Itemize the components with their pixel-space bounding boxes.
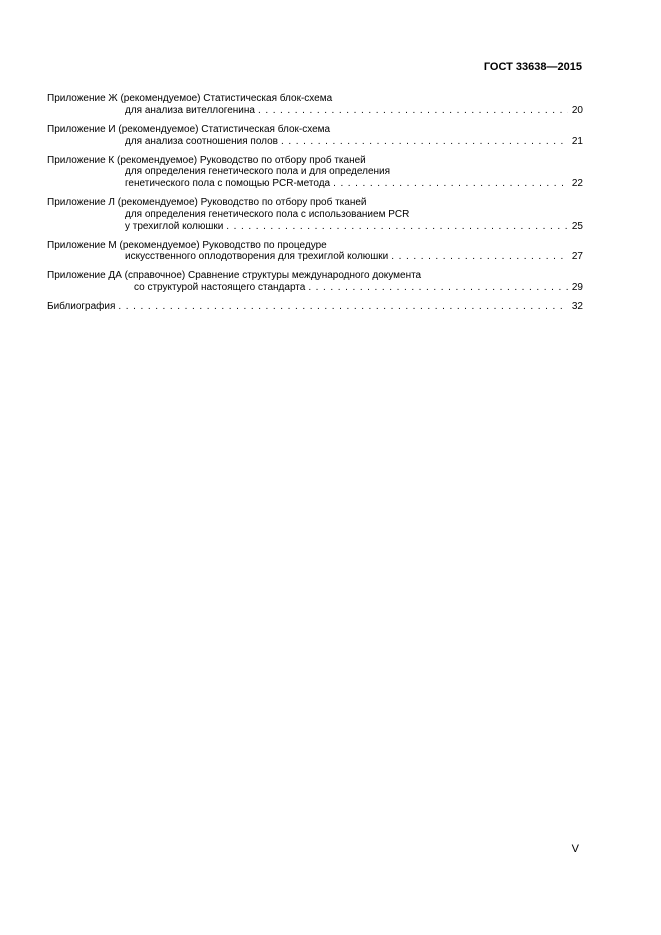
- toc-entry-appendix-m[interactable]: [47, 240, 583, 263]
- toc-entry-leader-line: [47, 301, 583, 313]
- toc-entry-subtitle: искусственного оплодотворения для трехиглой колюшки: [125, 251, 389, 263]
- toc-entry-subtitle: для анализа соотношения полов: [125, 135, 278, 147]
- toc-entry-appendix-i[interactable]: [47, 124, 583, 147]
- table-of-contents: [47, 93, 583, 320]
- toc-entry-subtitle: для определения генетического пола с использованием PCR: [125, 208, 410, 220]
- leader-dots: [308, 282, 568, 294]
- toc-entry-subtitle: для анализа вителлогенина: [125, 104, 255, 116]
- leader-dots: [281, 136, 568, 148]
- toc-entry-title: Библиография: [47, 301, 116, 313]
- toc-entry-leader-line: [47, 221, 583, 233]
- toc-entry-page: 25: [571, 220, 583, 232]
- toc-entry-page: 21: [571, 135, 583, 147]
- leader-dots: [226, 221, 568, 233]
- toc-entry-title: Приложение К (рекомендуемое) Руководство по отбору проб тканей: [47, 154, 366, 166]
- toc-entry-leader-line: [47, 251, 583, 263]
- leader-dots: [391, 251, 568, 263]
- toc-entry-page: 29: [571, 282, 583, 294]
- toc-entry-page: 22: [571, 178, 583, 189]
- toc-entry-leader-line: [47, 282, 583, 294]
- toc-entry-subtitle: генетического пола с помощью PCR-метода: [125, 178, 331, 189]
- toc-entry-appendix-l[interactable]: [47, 197, 583, 232]
- toc-entry-title: Приложение Л (рекомендуемое) Руководство по отбору проб тканей: [47, 197, 367, 209]
- toc-entry-appendix-da[interactable]: [47, 270, 583, 293]
- toc-entry-leader-line: [47, 105, 583, 117]
- toc-entry-title: Приложение ДА (справочное) Сравнение структуры международного документа: [47, 270, 422, 282]
- toc-entry-page: 32: [571, 301, 583, 313]
- leader-dots: [333, 178, 568, 190]
- page-number: V: [571, 843, 579, 855]
- toc-entry-page: 20: [571, 104, 583, 116]
- toc-entry-leader-line: [47, 136, 583, 148]
- document-id: ГОСТ 33638—2015: [483, 61, 582, 73]
- toc-entry-subtitle: со структурой настоящего стандарта: [134, 282, 306, 294]
- leader-dots: [258, 105, 568, 117]
- toc-entry-subtitle: у трехиглой колюшки: [125, 220, 224, 232]
- toc-entry-bibliography[interactable]: [47, 301, 583, 313]
- toc-entry-title: Приложение И (рекомендуемое) Статистическая блок-схема: [47, 123, 331, 135]
- toc-entry-appendix-zh[interactable]: [47, 93, 583, 116]
- toc-entry-title: Приложение М (рекомендуемое) Руководство по процедуре: [47, 239, 327, 251]
- toc-entry-title: Приложение Ж (рекомендуемое) Статистическая блок-схема: [47, 93, 333, 104]
- toc-entry-page: 27: [571, 251, 583, 263]
- leader-dots: [118, 301, 568, 313]
- toc-entry-leader-line: [47, 178, 583, 190]
- toc-entry-subtitle: для определения генетического пола и для определения: [125, 166, 391, 178]
- toc-entry-appendix-k[interactable]: [47, 155, 583, 190]
